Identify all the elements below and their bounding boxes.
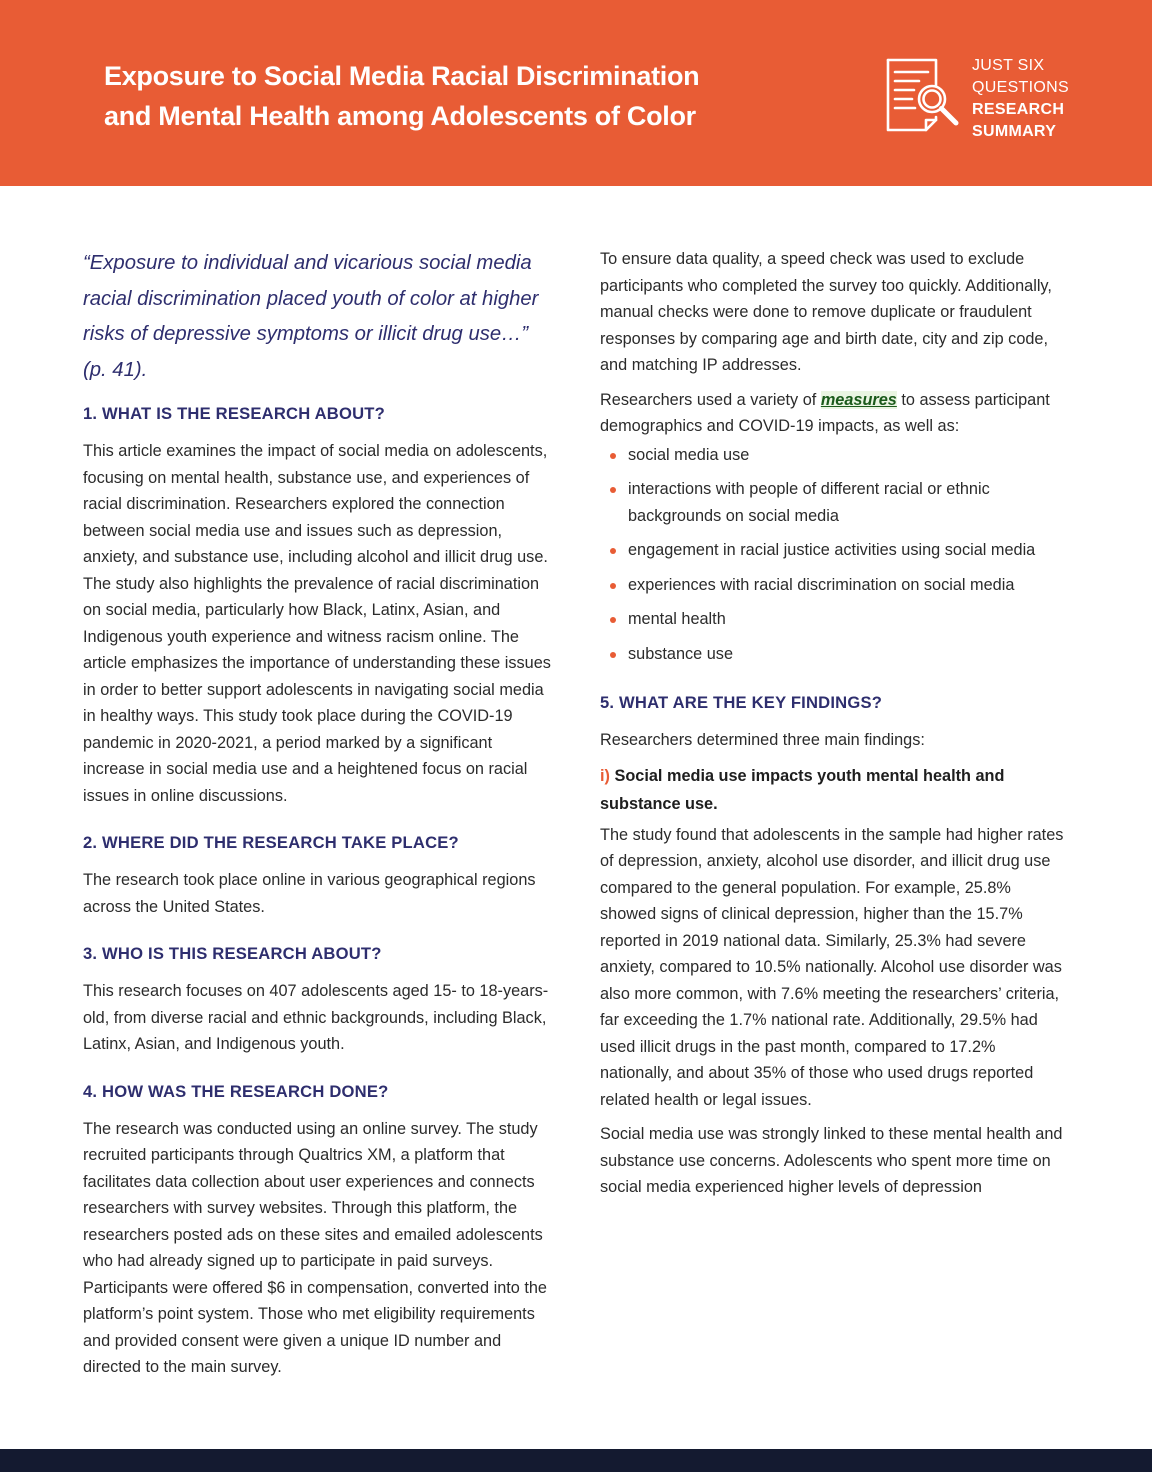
section-4-body-2: To ensure data quality, a speed check was used to exclude participants who completed the survey too quickly. Additionally, manual checks were done to remove duplicate or fraudulent responses by comparing age and birth date, city and zip code, and matching IP addresses. <box>600 250 1052 374</box>
section-5-heading: 5. WHAT ARE THE KEY FINDINGS? <box>600 693 883 712</box>
section-4-heading: 4. HOW WAS THE RESEARCH DONE? <box>83 1081 389 1101</box>
finding-1-number: i) <box>600 766 610 785</box>
section-4-body-1: The research was conducted using an online survey. The study recruited participants through Qualtrics XM, a platform that facilitates data collection about user experiences and connects researchers with survey websites. Through this platform, the researchers posted ads on these sites and emailed adolescents who had already signed up to participate in paid surveys. Participants were offered $6 in compensation, converted into the platform’s point system. Those who met eligibility requirements and provided consent were given a unique ID number and directed to the main survey. <box>83 1119 547 1376</box>
section-4-body-3-pre: Researchers used a variety of <box>600 390 821 409</box>
logo-line-1: JUST SIX <box>972 57 1045 74</box>
finding-1-title <box>600 762 1070 818</box>
page-title <box>104 56 784 136</box>
list-item: experiences with racial discrimination on social media <box>600 572 1070 599</box>
header-banner <box>0 0 1152 186</box>
section-2-heading: 2. WHERE DID THE RESEARCH TAKE PLACE? <box>83 833 459 852</box>
list-item: interactions with people of different racial or ethnic backgrounds on social media <box>600 476 1070 529</box>
measures-link[interactable]: measures <box>820 390 897 409</box>
finding-1-text: Social media use impacts youth mental health and substance use. <box>600 766 1005 813</box>
section-1-body: This article examines the impact of social media on adolescents, focusing on mental health, substance use, and experiences of racial discrimination. Researchers explored the connection between social media use and issues such as depression, anxiety, and substance use, including alcohol and illicit drug use. The study also highlights the prevalence of racial discrimination on social media, particularly how Black, Latinx, Asian, and Indigenous youth experience and witness racism online. The article emphasizes the importance of understanding these issues in order to better support adolescents in navigating social media in healthy ways. This study took place during the COVID-19 pandemic in 2020-2021, a period marked by a significant increase in social media use and a heightened focus on racial issues in online discussions. <box>83 442 551 805</box>
list-item: substance use <box>600 641 1070 668</box>
logo-line-2: QUESTIONS <box>972 79 1069 96</box>
list-item: social media use <box>600 442 1070 469</box>
section-5-intro: Researchers determined three main findings: <box>600 731 925 749</box>
logo-line-4: SUMMARY <box>972 123 1057 140</box>
section-3-body: This research focuses on 407 adolescents aged 15- to 18-years-old, from diverse racial and ethnic backgrounds, including Black, Latinx, Asian, and Indigenous youth. <box>83 982 549 1053</box>
section-4-body-3-post: to assess participant demographics and COVID-19 impacts, as well as: <box>600 390 1050 435</box>
section-5-body-2: Social media use was strongly linked to these mental health and substance use concerns. Adolescents who spent more time on social media experienced higher levels of depression <box>600 1125 1063 1196</box>
series-logo-text <box>972 55 1069 143</box>
section-3-heading: 3. WHO IS THIS RESEARCH ABOUT? <box>83 944 382 963</box>
right-column <box>600 246 1070 1209</box>
measures-list <box>600 442 1070 668</box>
section-1-heading: 1. WHAT IS THE RESEARCH ABOUT? <box>83 404 385 423</box>
list-item: mental health <box>600 606 1070 633</box>
document-magnifier-icon <box>884 57 962 133</box>
footer-bar <box>0 1449 1152 1472</box>
section-2-body: The research took place online in various geographical regions across the United States. <box>83 871 536 916</box>
section-4-body-3 <box>600 387 1070 440</box>
left-column <box>83 246 551 1403</box>
pull-quote: “Exposure to individual and vicarious social media racial discrimination placed youth of color at higher risks of depressive symptoms or illicit drug use…” (p. 41). <box>83 252 539 381</box>
page-title-line-1: Exposure to Social Media Racial Discrimination <box>104 61 700 91</box>
list-item: engagement in racial justice activities using social media <box>600 537 1070 564</box>
logo-line-3: RESEARCH <box>972 101 1065 118</box>
page-title-line-2: and Mental Health among Adolescents of Color <box>104 101 696 131</box>
section-5-body-1: The study found that adolescents in the sample had higher rates of depression, anxiety, alcohol use disorder, and illicit drug use compared to the general population. For example, 25.8% showed signs of clinical depression, higher than the 15.7% reported in 2019 national data. Similarly, 25.3% had severe anxiety, compared to 10.5% nationally. Alcohol use disorder was also more common, with 7.6% meeting the researchers’ criteria, far exceeding the 1.7% national rate. Additionally, 29.5% had used illicit drugs in the past month, compared to 17.2% nationally, and about 35% of those who used drugs reported related health or legal issues. <box>600 825 1064 1109</box>
